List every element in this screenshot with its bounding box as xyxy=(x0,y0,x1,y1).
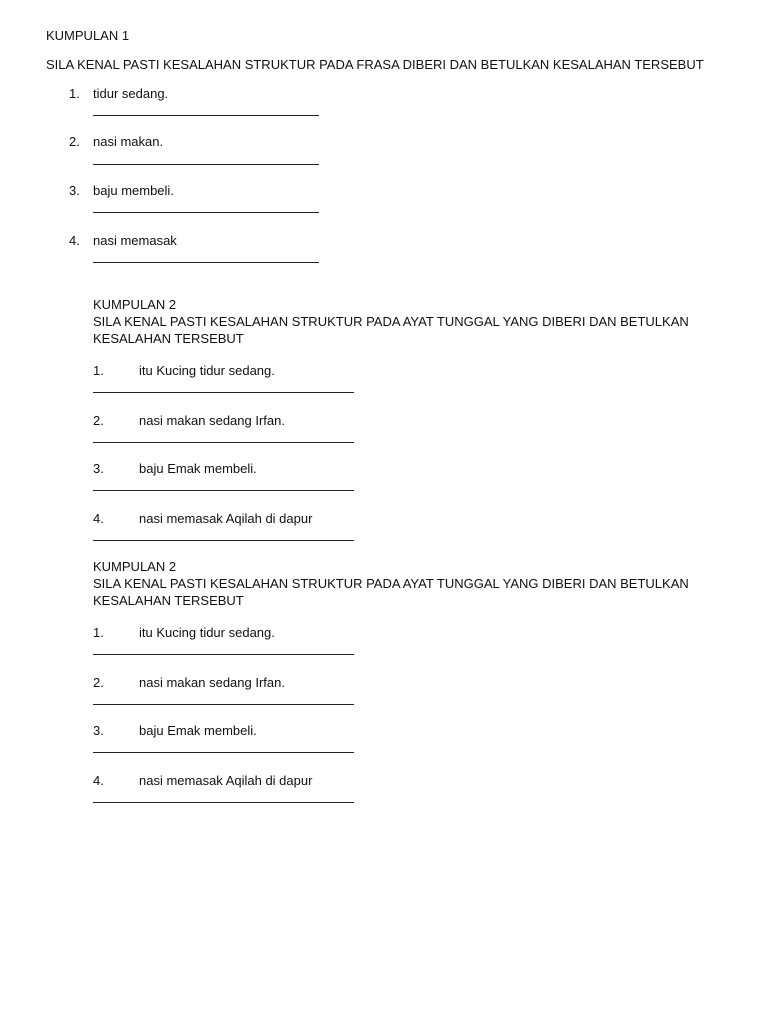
section2-title: KUMPULAN 2 xyxy=(93,297,177,312)
section3-title: KUMPULAN 2 xyxy=(93,559,177,574)
section1-item-number: 4. xyxy=(69,233,80,248)
section2-item-number: 1. xyxy=(93,363,104,378)
answer-line xyxy=(93,115,319,116)
answer-line xyxy=(93,442,354,443)
section3-item-text: itu Kucing tidur sedang. xyxy=(139,625,275,640)
section2-item-number: 3. xyxy=(93,461,104,476)
answer-line xyxy=(93,704,354,705)
section3-item-number: 2. xyxy=(93,675,104,690)
section2-instruction-line1: SILA KENAL PASTI KESALAHAN STRUKTUR PADA AYAT TUNGGAL YANG DIBERI DAN BETULKAN xyxy=(93,314,689,329)
section2-instruction-line2: KESALAHAN TERSEBUT xyxy=(93,331,244,346)
section2-item-text: nasi memasak Aqilah di dapur xyxy=(139,511,313,526)
answer-line xyxy=(93,654,354,655)
answer-line xyxy=(93,392,354,393)
section3-item-number: 1. xyxy=(93,625,104,640)
section3-instruction-line2: KESALAHAN TERSEBUT xyxy=(93,593,244,608)
answer-line xyxy=(93,540,354,541)
section1-item-number: 3. xyxy=(69,183,80,198)
section3-item-text: baju Emak membeli. xyxy=(139,723,257,738)
answer-line xyxy=(93,262,319,263)
section3-instruction-line1: SILA KENAL PASTI KESALAHAN STRUKTUR PADA AYAT TUNGGAL YANG DIBERI DAN BETULKAN xyxy=(93,576,689,591)
section3-item-number: 3. xyxy=(93,723,104,738)
section1-title: KUMPULAN 1 xyxy=(46,28,130,43)
section1-item-text: tidur sedang. xyxy=(93,86,169,101)
answer-line xyxy=(93,212,319,213)
section1-item-text: nasi makan. xyxy=(93,134,164,149)
section1-item-number: 1. xyxy=(69,86,80,101)
section2-item-text: itu Kucing tidur sedang. xyxy=(139,363,275,378)
answer-line xyxy=(93,490,354,491)
section3-item-text: nasi makan sedang Irfan. xyxy=(139,675,285,690)
answer-line xyxy=(93,164,319,165)
section2-item-number: 2. xyxy=(93,413,104,428)
section2-item-number: 4. xyxy=(93,511,104,526)
section1-instruction: SILA KENAL PASTI KESALAHAN STRUKTUR PADA FRASA DIBERI DAN BETULKAN KESALAHAN TERSEBUT xyxy=(46,57,704,72)
answer-line xyxy=(93,802,354,803)
section3-item-text: nasi memasak Aqilah di dapur xyxy=(139,773,313,788)
section3-item-number: 4. xyxy=(93,773,104,788)
section1-item-text: baju membeli. xyxy=(93,183,174,198)
section2-item-text: baju Emak membeli. xyxy=(139,461,257,476)
section1-item-number: 2. xyxy=(69,134,80,149)
section1-item-text: nasi memasak xyxy=(93,233,177,248)
section2-item-text: nasi makan sedang Irfan. xyxy=(139,413,285,428)
answer-line xyxy=(93,752,354,753)
